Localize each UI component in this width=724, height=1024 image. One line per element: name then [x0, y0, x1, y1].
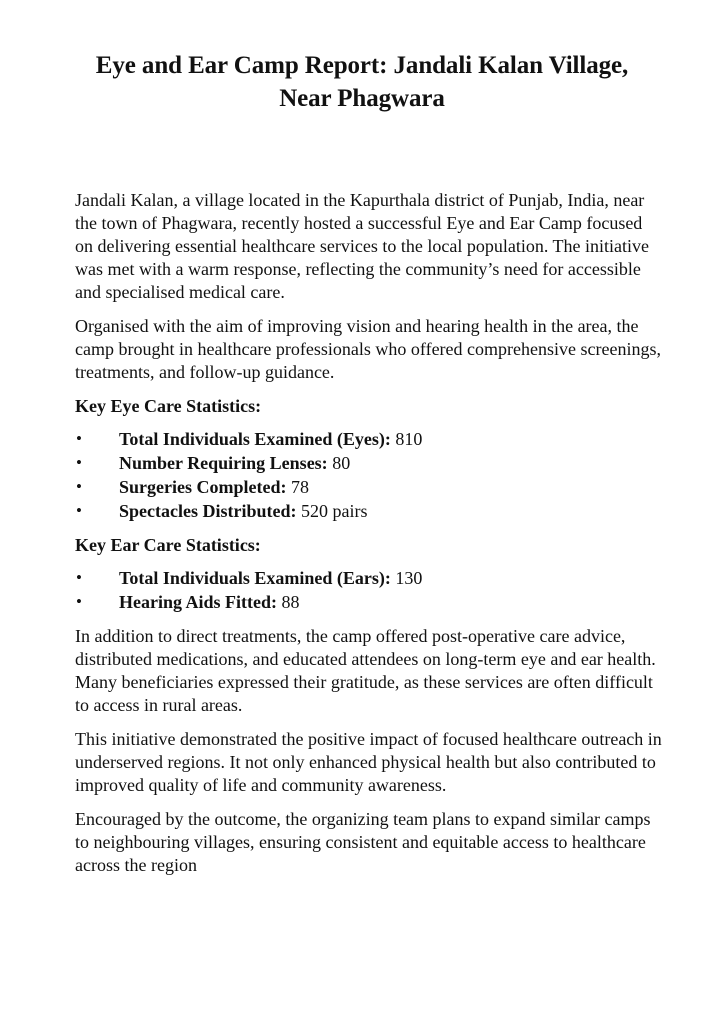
report-title-line-1: Eye and Ear Camp Report: Jandali Kalan Village, [95, 52, 629, 79]
report-body [75, 189, 664, 877]
eye-stat-label: Total Individuals Examined (Eyes): [119, 429, 391, 449]
intro-paragraph: Jandali Kalan, a village located in the Kapurthala district of Punjab, India, near the town of Phagwara, recently hosted a successful Eye and Ear Camp focused on delivering essential healthcare services to the local population. The initiative was met with a warm response, reflecting the community’s need for accessible and specialised medical care. [75, 190, 649, 302]
eye-stat-item [75, 427, 664, 451]
ear-stat-value: 88 [281, 592, 300, 612]
eye-stat-label: Surgeries Completed: [119, 477, 287, 497]
report-title-line-2: Near Phagwara [279, 85, 445, 112]
eye-care-stat-list [75, 427, 664, 523]
ear-care-heading: Key Ear Care Statistics: [75, 535, 261, 555]
treatment-paragraph: In addition to direct treatments, the camp offered post-operative care advice, distributed medications, and educated attendees on long-term eye and ear health. Many beneficiaries expressed their gratitude, as these services are often difficult to access in rural areas. [75, 626, 656, 715]
eye-stat-item [75, 475, 664, 499]
bullet-icon: • [76, 477, 82, 496]
future-plans-paragraph: Encouraged by the outcome, the organizing team plans to expand similar camps to neighbouring villages, ensuring consistent and equitable access to healthcare across the region [75, 809, 651, 875]
eye-stat-label: Spectacles Distributed: [119, 501, 297, 521]
ear-care-stat-list [75, 566, 664, 614]
bullet-icon: • [76, 568, 82, 587]
bullet-icon: • [76, 501, 82, 520]
ear-stat-label: Total Individuals Examined (Ears): [119, 568, 391, 588]
bullet-icon: • [76, 453, 82, 472]
report-title [62, 49, 662, 115]
eye-stat-item [75, 499, 664, 523]
purpose-paragraph: Organised with the aim of improving vision and hearing health in the area, the camp brought in healthcare professionals who offered comprehensive screenings, treatments, and follow-up guidance. [75, 316, 661, 382]
bullet-icon: • [76, 592, 82, 611]
eye-stat-value: 520 pairs [300, 501, 368, 521]
ear-stat-value: 130 [395, 568, 423, 588]
eye-stat-value: 810 [395, 429, 423, 449]
eye-care-heading: Key Eye Care Statistics: [75, 396, 262, 416]
bullet-icon: • [76, 429, 82, 448]
ear-stat-label: Hearing Aids Fitted: [119, 592, 277, 612]
eye-stat-item [75, 451, 664, 475]
impact-paragraph: This initiative demonstrated the positive impact of focused healthcare outreach in underserved regions. It not only enhanced physical health but also contributed to improved quality of life and community awareness. [75, 729, 662, 795]
eye-stat-value: 78 [290, 477, 309, 497]
eye-stat-label: Number Requiring Lenses: [119, 453, 328, 473]
ear-stat-item [75, 566, 664, 590]
eye-stat-value: 80 [332, 453, 351, 473]
ear-stat-item [75, 590, 664, 614]
